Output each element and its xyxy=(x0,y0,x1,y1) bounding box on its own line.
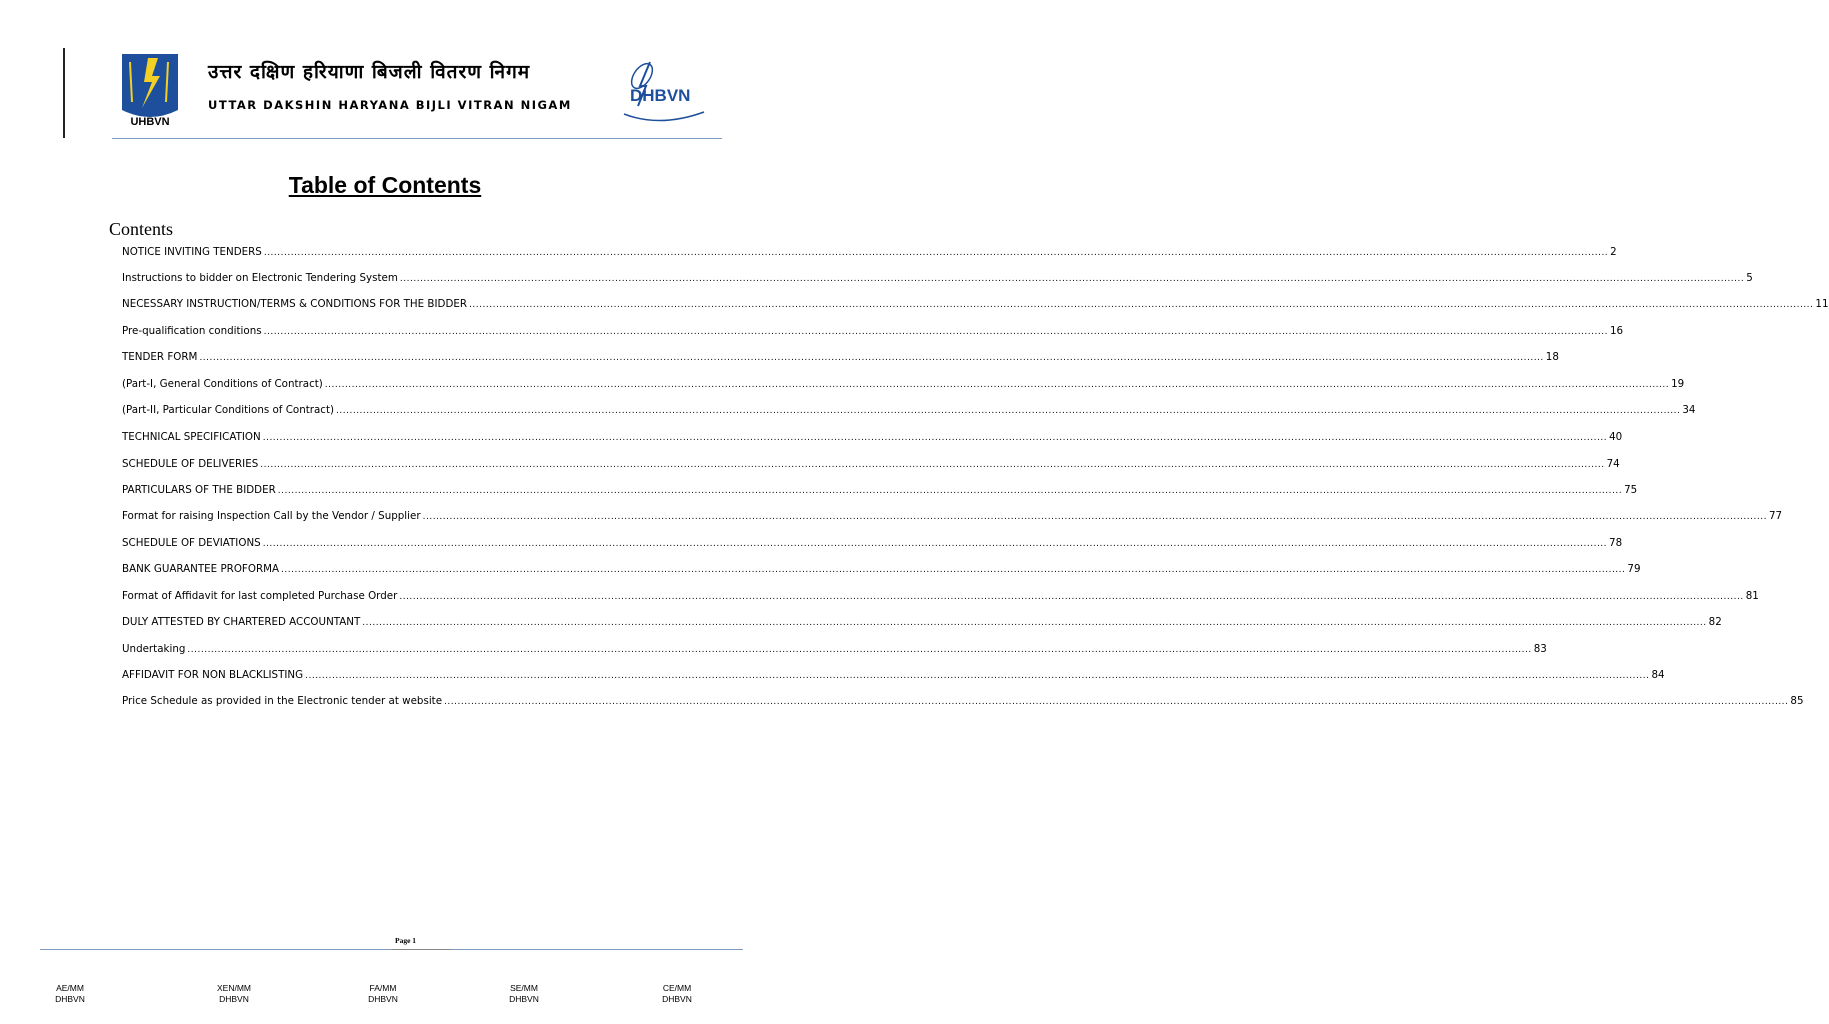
toc-entry-label: NOTICE INVITING TENDERS xyxy=(122,246,262,258)
toc-entry-label: DULY ATTESTED BY CHARTERED ACCOUNTANT xyxy=(122,616,361,628)
toc-entry-page: 84 xyxy=(1651,669,1665,681)
signature-role: FA/MM xyxy=(369,983,397,993)
signature-role: XEN/MM xyxy=(217,983,251,993)
toc-leader-dots: ................................................................................................................................................................................................................................................................................................................................................................................................................ xyxy=(262,539,1608,549)
toc-entry[interactable] xyxy=(122,296,1829,312)
signature-role: SE/MM xyxy=(510,983,538,993)
toc-entry-page: 75 xyxy=(1624,484,1638,496)
toc-leader-dots: ................................................................................................................................................................................................................................................................................................................................................................................................................ xyxy=(399,274,1745,284)
toc-leader-dots: ................................................................................................................................................................................................................................................................................................................................................................................................................ xyxy=(336,406,1681,416)
toc-entry-label: Format of Affidavit for last completed Purchase Order xyxy=(122,590,398,602)
toc-entry-label: AFFIDAVIT FOR NON BLACKLISTING xyxy=(122,669,304,681)
toc-entry-page: 34 xyxy=(1682,404,1696,416)
toc-entry-page: 85 xyxy=(1790,695,1804,707)
dhbvn-logo xyxy=(620,56,708,128)
toc-entry-label: SCHEDULE OF DELIVERIES xyxy=(122,458,259,470)
toc-leader-dots: ................................................................................................................................................................................................................................................................................................................................................................................................................ xyxy=(277,486,1623,496)
toc-entry[interactable] xyxy=(122,323,1624,339)
contents-heading: Contents xyxy=(109,219,174,239)
toc-entry[interactable] xyxy=(122,561,1641,577)
margin-bar xyxy=(63,48,65,138)
toc-entry-label: TECHNICAL SPECIFICATION xyxy=(122,431,261,443)
uhbvn-logo xyxy=(120,52,180,132)
toc-leader-dots: ................................................................................................................................................................................................................................................................................................................................................................................................................ xyxy=(324,380,1670,390)
toc-entry-page: 78 xyxy=(1609,537,1623,549)
toc-entry-label: Instructions to bidder on Electronic Tendering System xyxy=(122,272,398,284)
toc-leader-dots: ................................................................................................................................................................................................................................................................................................................................................................................................................ xyxy=(260,460,1605,470)
toc-entry[interactable] xyxy=(122,693,1804,709)
toc-entry-page: 83 xyxy=(1533,643,1547,655)
toc-entry-page: 74 xyxy=(1606,458,1620,470)
signature-role: AE/MM xyxy=(56,983,84,993)
toc-entry[interactable] xyxy=(122,588,1759,604)
toc-leader-dots: ................................................................................................................................................................................................................................................................................................................................................................................................................ xyxy=(187,645,1532,655)
toc-leader-dots: ................................................................................................................................................................................................................................................................................................................................................................................................................ xyxy=(399,592,1744,602)
toc-entry[interactable] xyxy=(122,508,1783,524)
signature-org: DHBVN xyxy=(219,994,249,1004)
toc-entry-page: 18 xyxy=(1545,351,1559,363)
hindi-org-name: उत्तर दक्षिण हरियाणा बिजली वितरण निगम xyxy=(208,61,531,83)
toc-entry[interactable] xyxy=(122,270,1753,286)
toc-entry-label: PARTICULARS OF THE BIDDER xyxy=(122,484,276,496)
toc-leader-dots: ................................................................................................................................................................................................................................................................................................................................................................................................................ xyxy=(263,248,1609,258)
signature-org: DHBVN xyxy=(509,994,539,1004)
toc-leader-dots: ................................................................................................................................................................................................................................................................................................................................................................................................................ xyxy=(305,671,1650,681)
toc-leader-dots: ................................................................................................................................................................................................................................................................................................................................................................................................................ xyxy=(263,327,1608,337)
uhbvn-logo-text: UHBVN xyxy=(130,116,170,128)
toc-leader-dots: ................................................................................................................................................................................................................................................................................................................................................................................................................ xyxy=(469,300,1814,310)
header-rule xyxy=(112,138,722,139)
signature-block xyxy=(30,983,110,1005)
toc-entry[interactable] xyxy=(122,641,1547,657)
toc-entry[interactable] xyxy=(122,482,1638,498)
toc-entry-page: 77 xyxy=(1768,510,1783,522)
toc-entry-label: SCHEDULE OF DEVIATIONS xyxy=(122,537,261,549)
toc-leader-dots: ................................................................................................................................................................................................................................................................................................................................................................................................................ xyxy=(281,565,1626,575)
toc-entry-label: (Part-II, Particular Conditions of Contract) xyxy=(122,404,335,416)
signature-block xyxy=(637,983,717,1005)
dhbvn-logo-text: DHBVN xyxy=(630,86,691,105)
toc-entry[interactable] xyxy=(122,456,1620,472)
toc-entry[interactable] xyxy=(122,614,1722,630)
toc-entry-page: 16 xyxy=(1609,325,1624,337)
signature-block xyxy=(343,983,423,1005)
signature-org: DHBVN xyxy=(368,994,398,1004)
toc-entry-label: BANK GUARANTEE PROFORMA xyxy=(122,563,280,575)
signature-role: CE/MM xyxy=(662,983,692,993)
toc-entry[interactable] xyxy=(122,376,1685,392)
toc-leader-dots: ................................................................................................................................................................................................................................................................................................................................................................................................................ xyxy=(422,512,1767,522)
page-number: Page 1 xyxy=(395,936,417,945)
english-org-name: UTTAR DAKSHIN HARYANA BIJLI VITRAN NIGAM xyxy=(208,98,572,112)
signature-block xyxy=(484,983,564,1005)
toc-entry[interactable] xyxy=(122,667,1665,683)
toc-entry[interactable] xyxy=(122,244,1617,260)
toc-entry-page: 2 xyxy=(1610,246,1617,258)
toc-entry-page: 82 xyxy=(1708,616,1722,628)
toc-entry-label: Pre-qualification conditions xyxy=(122,325,262,337)
toc-leader-dots: ................................................................................................................................................................................................................................................................................................................................................................................................................ xyxy=(444,697,1789,707)
toc-entry-label: Format for raising Inspection Call by the Vendor / Supplier xyxy=(122,510,421,522)
page-title: Table of Contents xyxy=(288,172,482,198)
toc-entry[interactable] xyxy=(122,349,1559,365)
toc-leader-dots: ................................................................................................................................................................................................................................................................................................................................................................................................................ xyxy=(362,618,1707,628)
signature-org: DHBVN xyxy=(55,994,85,1004)
toc-entry-page: 81 xyxy=(1745,590,1759,602)
toc-entry-page: 79 xyxy=(1627,563,1641,575)
toc-leader-dots: ................................................................................................................................................................................................................................................................................................................................................................................................................ xyxy=(199,353,1544,363)
toc-entry-page: 19 xyxy=(1671,378,1685,390)
toc-entry-label: TENDER FORM xyxy=(122,351,198,363)
toc-entry-label: (Part-I, General Conditions of Contract) xyxy=(122,378,323,390)
toc-entry-page: 11 xyxy=(1815,298,1829,310)
toc-entry[interactable] xyxy=(122,402,1696,418)
toc-entry[interactable] xyxy=(122,535,1623,551)
toc-entry-label: Price Schedule as provided in the Electronic tender at website xyxy=(122,695,443,707)
toc-entry-label: Undertaking xyxy=(122,643,186,655)
toc-entry-page: 40 xyxy=(1609,431,1623,443)
page-number-rule xyxy=(392,949,452,950)
toc-entry-label: NECESSARY INSTRUCTION/TERMS & CONDITIONS FOR THE BIDDER xyxy=(122,298,468,310)
toc-entry[interactable] xyxy=(122,429,1623,445)
toc-entry-page: 5 xyxy=(1746,272,1753,284)
toc-leader-dots: ................................................................................................................................................................................................................................................................................................................................................................................................................ xyxy=(262,433,1608,443)
signature-block xyxy=(194,983,274,1005)
signature-org: DHBVN xyxy=(662,994,692,1004)
